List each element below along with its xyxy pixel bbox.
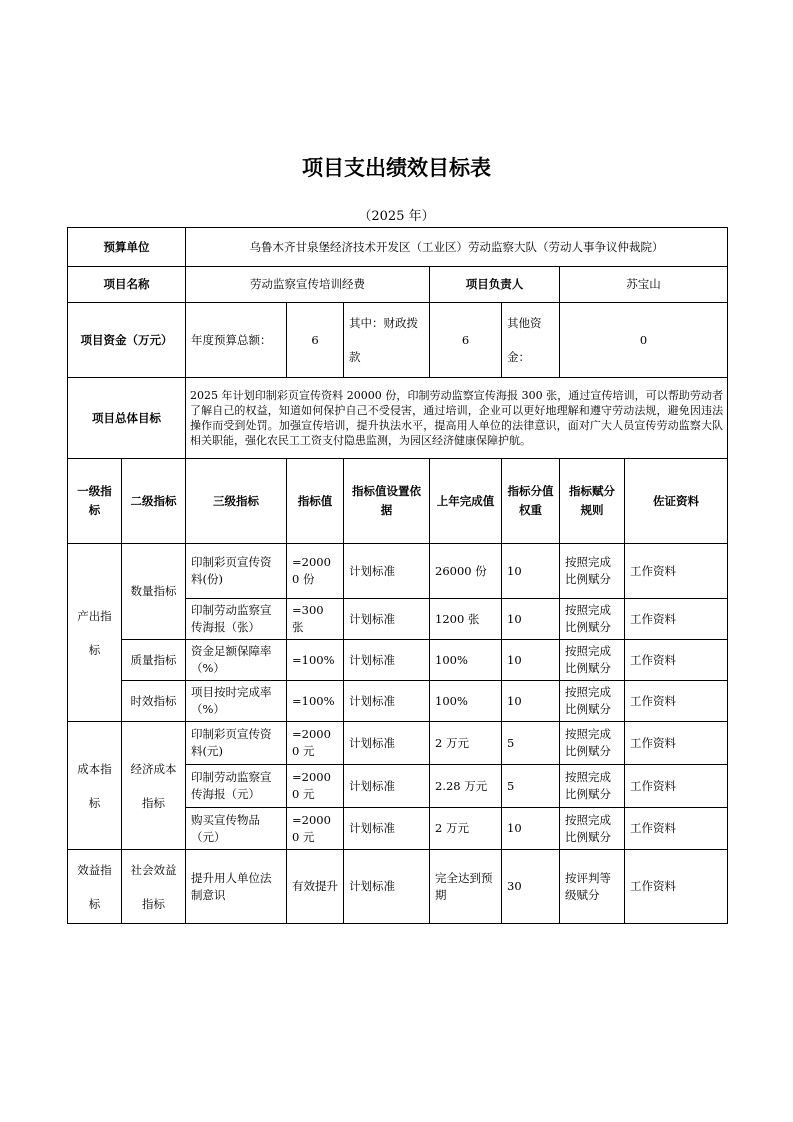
indicator-last: 2 万元 [430,722,502,765]
indicator-weight: 10 [502,544,560,599]
indicator-proof: 工作资料 [625,599,728,640]
annual-total-value: 6 [287,303,344,378]
header-last-year: 上年完成值 [430,459,502,544]
annual-total-label: 年度预算总额： [186,303,287,378]
indicator-proof: 工作资料 [625,681,728,722]
indicator-last: 100% [430,640,502,681]
project-name-label: 项目名称 [68,267,186,303]
header-value: 指标值 [287,459,344,544]
goal-text: 2025 年计划印制彩页宣传资料 20000 份，印制劳动监察宣传海报 300 张，通过宣传培训，可以帮助劳动者了解自己的权益，知道如何保护自己不受侵害，通过培训，企业可以更好地理解和遵守劳动法规，避免因违法操作而受到处罚。加强宣传培训，提升执法水平，提高用人单位的法律意识，面对广大人员宣传劳动监察大队相关职能，强化农民工工资支付隐患监测，为园区经济健康保障护航。 [186,378,728,459]
indicator-rule: 按评判等级赋分 [560,850,625,924]
indicator-basis: 计划标准 [344,681,430,722]
header-level3: 三级指标 [186,459,287,544]
header-basis: 指标值设置依据 [344,459,430,544]
indicator-last: 1200 张 [430,599,502,640]
level1-cost: 成本指标 [68,722,122,850]
indicator-weight: 10 [502,681,560,722]
fiscal-value: 6 [430,303,502,378]
indicator-basis: 计划标准 [344,850,430,924]
indicator-value: =300 张 [287,599,344,640]
header-row [68,459,728,544]
performance-table [67,227,728,924]
indicator-basis: 计划标准 [344,808,430,850]
indicator-rule: 按照完成比例赋分 [560,765,625,808]
indicator-proof: 工作资料 [625,544,728,599]
budget-unit-label: 预算单位 [68,228,186,267]
indicator-last: 2.28 万元 [430,765,502,808]
indicator-basis: 计划标准 [344,722,430,765]
other-value: 0 [560,303,728,378]
indicator-rule: 按照完成比例赋分 [560,640,625,681]
indicator-name: 项目按时完成率（%） [186,681,287,722]
level2-social-benefit: 社会效益指标 [122,850,186,924]
project-name-value: 劳动监察宣传培训经费 [186,267,430,303]
level2-quality: 质量指标 [122,640,186,681]
owner-value: 苏宝山 [560,267,728,303]
indicator-name: 印制劳动监察宣传海报（张） [186,599,287,640]
owner-label: 项目负责人 [430,267,560,303]
goal-label: 项目总体目标 [68,378,186,459]
table-row [68,722,728,765]
indicator-name: 印制劳动监察宣传海报（元） [186,765,287,808]
indicator-name: 提升用人单位法制意识 [186,850,287,924]
indicator-value: =20000 元 [287,722,344,765]
indicator-last: 100% [430,681,502,722]
indicator-rule: 按照完成比例赋分 [560,544,625,599]
indicator-weight: 5 [502,765,560,808]
indicator-value: =20000 元 [287,808,344,850]
header-rule: 指标赋分规则 [560,459,625,544]
table-row [68,640,728,681]
indicator-proof: 工作资料 [625,850,728,924]
level1-output: 产出指标 [68,544,122,722]
indicator-weight: 10 [502,599,560,640]
indicator-basis: 计划标准 [344,544,430,599]
indicator-rule: 按照完成比例赋分 [560,681,625,722]
level2-economic-cost: 经济成本指标 [122,722,186,850]
indicator-basis: 计划标准 [344,765,430,808]
indicator-weight: 30 [502,850,560,924]
indicator-name: 资金足额保障率（%） [186,640,287,681]
indicator-name: 购买宣传物品（元） [186,808,287,850]
indicator-last: 2 万元 [430,808,502,850]
header-level1: 一级指标 [68,459,122,544]
level1-benefit: 效益指标 [68,850,122,924]
indicator-basis: 计划标准 [344,599,430,640]
level2-quantity: 数量指标 [122,544,186,640]
indicator-value: =100% [287,640,344,681]
indicator-weight: 10 [502,808,560,850]
indicator-rule: 按照完成比例赋分 [560,722,625,765]
indicator-basis: 计划标准 [344,640,430,681]
budget-unit-value: 乌鲁木齐甘泉堡经济技术开发区（工业区）劳动监察大队（劳动人事争议仲裁院） [186,228,728,267]
table-row [68,681,728,722]
indicator-rule: 按照完成比例赋分 [560,599,625,640]
indicator-proof: 工作资料 [625,765,728,808]
indicator-value: =100% [287,681,344,722]
page-title: 项目支出绩效目标表 [302,156,491,180]
header-weight: 指标分值权重 [502,459,560,544]
indicator-last: 完全达到预期 [430,850,502,924]
table-row [68,544,728,599]
funds-label: 项目资金（万元） [68,303,186,378]
level2-timeliness: 时效指标 [122,681,186,722]
indicator-rule: 按照完成比例赋分 [560,808,625,850]
indicator-name: 印制彩页宣传资料(份) [186,544,287,599]
header-level2: 二级指标 [122,459,186,544]
indicator-name: 印制彩页宣传资料(元) [186,722,287,765]
indicator-last: 26000 份 [430,544,502,599]
indicator-value: 有效提升 [287,850,344,924]
indicator-value: =20000 元 [287,765,344,808]
table-row [68,850,728,924]
indicator-value: =20000 份 [287,544,344,599]
fiscal-label: 其中：财政拨款 [344,303,430,378]
indicator-proof: 工作资料 [625,722,728,765]
header-proof: 佐证资料 [625,459,728,544]
indicator-proof: 工作资料 [625,640,728,681]
year-label: （2025 年） [358,209,435,224]
other-label: 其他资金： [502,303,560,378]
indicator-weight: 10 [502,640,560,681]
indicator-proof: 工作资料 [625,808,728,850]
indicator-weight: 5 [502,722,560,765]
